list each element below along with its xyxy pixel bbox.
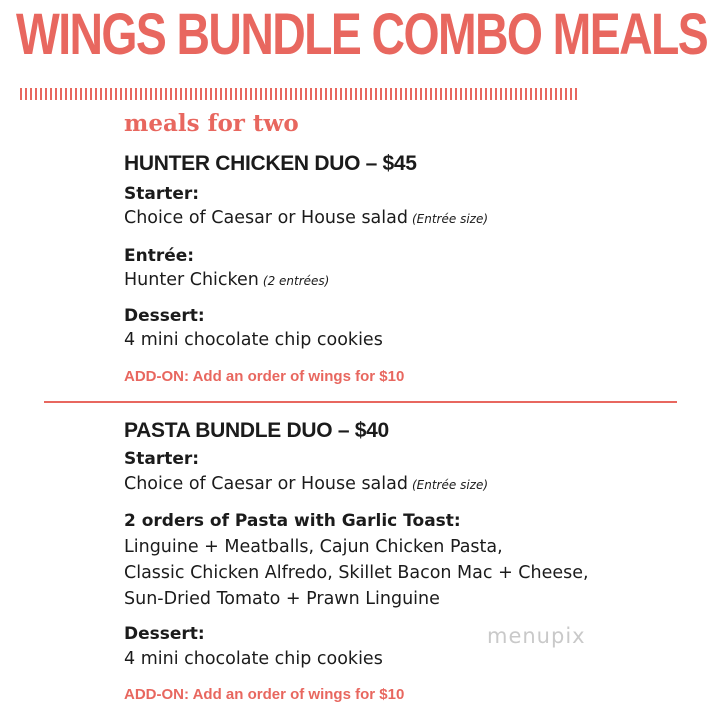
section-subtitle: meals for two <box>124 110 299 137</box>
pasta-option-line: Sun-Dried Tomato + Prawn Linguine <box>124 589 440 609</box>
addon-offer: ADD-ON: Add an order of wings for $10 <box>124 368 405 385</box>
starter-text <box>124 474 488 494</box>
entree-quantity-note: (2 entrées) <box>262 274 330 288</box>
pasta-label: 2 orders of Pasta with Garlic Toast: <box>124 511 461 531</box>
pasta-option-line: Linguine + Meatballs, Cajun Chicken Pasta, <box>124 537 503 557</box>
starter-description: Choice of Caesar or House salad <box>124 208 408 228</box>
pasta-option-line: Classic Chicken Alfredo, Skillet Bacon Mac + Cheese, <box>124 563 589 583</box>
combo-heading-pasta-bundle: PASTA BUNDLE DUO – $40 <box>124 419 389 442</box>
starter-size-note: (Entrée size) <box>411 212 489 226</box>
watermark: menupix <box>487 624 586 648</box>
dessert-text: 4 mini chocolate chip cookies <box>124 649 383 669</box>
addon-offer: ADD-ON: Add an order of wings for $10 <box>124 686 405 703</box>
starter-label: Starter: <box>124 449 200 469</box>
dessert-label: Dessert: <box>124 624 205 644</box>
starter-size-note: (Entrée size) <box>411 478 489 492</box>
starter-label: Starter: <box>124 184 200 204</box>
starter-text <box>124 208 488 228</box>
dessert-text: 4 mini chocolate chip cookies <box>124 330 383 350</box>
section-divider <box>44 401 677 403</box>
dessert-label: Dessert: <box>124 306 205 326</box>
starter-description: Choice of Caesar or House salad <box>124 474 408 494</box>
entree-description: Hunter Chicken <box>124 270 259 290</box>
decorative-tick-rule <box>20 88 578 100</box>
page-title: WINGS BUNDLE COMBO MEALS <box>16 2 708 67</box>
entree-text <box>124 270 329 290</box>
entree-label: Entrée: <box>124 246 195 266</box>
combo-heading-hunter-chicken: HUNTER CHICKEN DUO – $45 <box>124 152 417 175</box>
